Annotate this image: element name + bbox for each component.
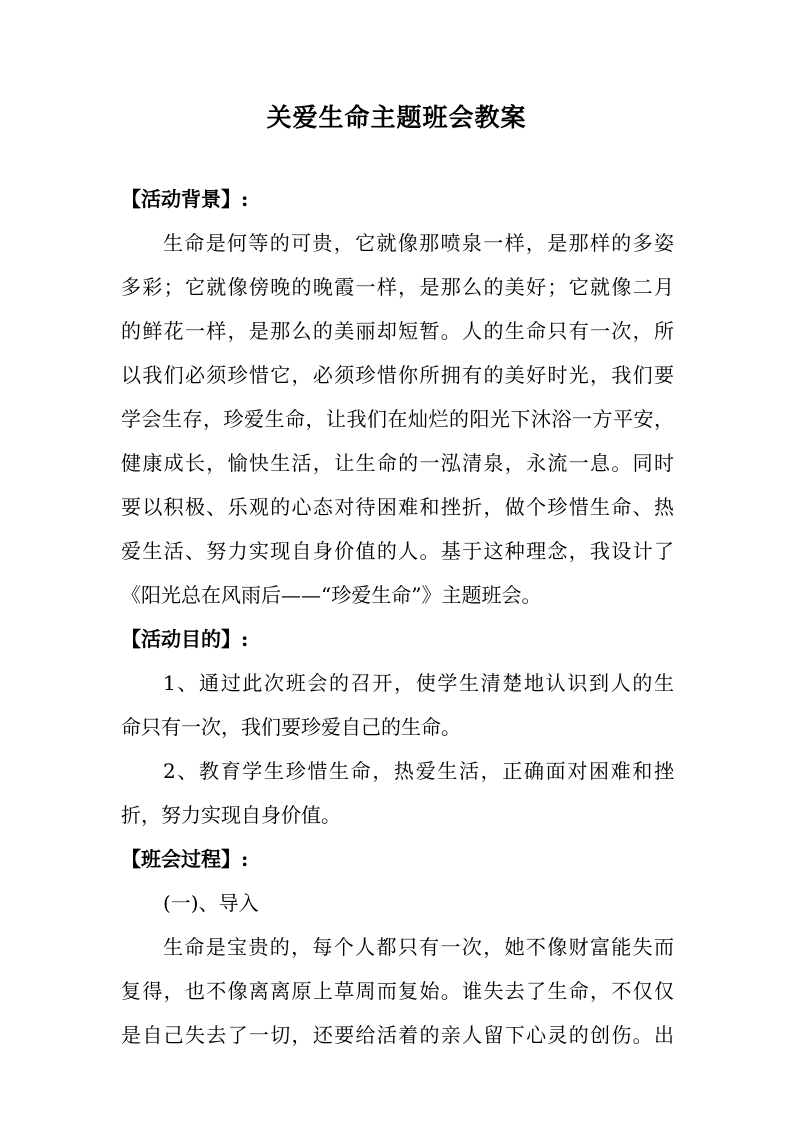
- paragraph-line: 《阳光总在风雨后——“珍爱生命”》主题班会。: [121, 583, 542, 607]
- section-heading-background: 【活动背景】:: [121, 187, 249, 211]
- section-heading-process: 【班会过程】:: [121, 847, 249, 871]
- paragraph-line: 折，努力实现自身价值。: [121, 803, 341, 827]
- subheading-introduction: (一)、导入: [163, 891, 259, 915]
- paragraph-line: 生命是宝贵的，每个人都只有一次，她不像财富能失而: [163, 935, 674, 959]
- paragraph-line: 学会生存，珍爱生命，让我们在灿烂的阳光下沐浴一方平安，: [121, 407, 674, 431]
- paragraph-line: 多彩；它就像傍晚的晚霞一样，是那么的美好；它就像二月: [121, 275, 674, 299]
- paragraph-line: 生命是何等的可贵，它就像那喷泉一样，是那样的多姿: [163, 231, 674, 255]
- paragraph-line: 爱生活、努力实现自身价值的人。基于这种理念，我设计了: [121, 539, 674, 563]
- paragraph-line: 要以积极、乐观的心态对待困难和挫折，做个珍惜生命、热: [121, 495, 674, 519]
- paragraph-line: 以我们必须珍惜它，必须珍惜你所拥有的美好时光，我们要: [121, 363, 674, 387]
- section-heading-purpose: 【活动目的】:: [121, 627, 249, 651]
- paragraph-line: 复得，也不像离离原上草周而复始。谁失去了生命，不仅仅: [121, 979, 674, 1003]
- paragraph-line: 是自己失去了一切，还要给活着的亲人留下心灵的创伤。出: [121, 1023, 674, 1047]
- document-title: 关爱生命主题班会教案: [266, 103, 527, 132]
- paragraph-line: 1、通过此次班会的召开，使学生清楚地认识到人的生: [163, 671, 674, 695]
- paragraph-line: 2、教育学生珍惜生命，热爱生活，正确面对困难和挫: [163, 759, 674, 783]
- paragraph-line: 命只有一次，我们要珍爱自己的生命。: [121, 715, 461, 739]
- paragraph-line: 健康成长，愉快生活，让生命的一泓清泉，永流一息。同时: [121, 451, 674, 475]
- paragraph-line: 的鲜花一样，是那么的美丽却短暂。人的生命只有一次，所: [121, 319, 674, 343]
